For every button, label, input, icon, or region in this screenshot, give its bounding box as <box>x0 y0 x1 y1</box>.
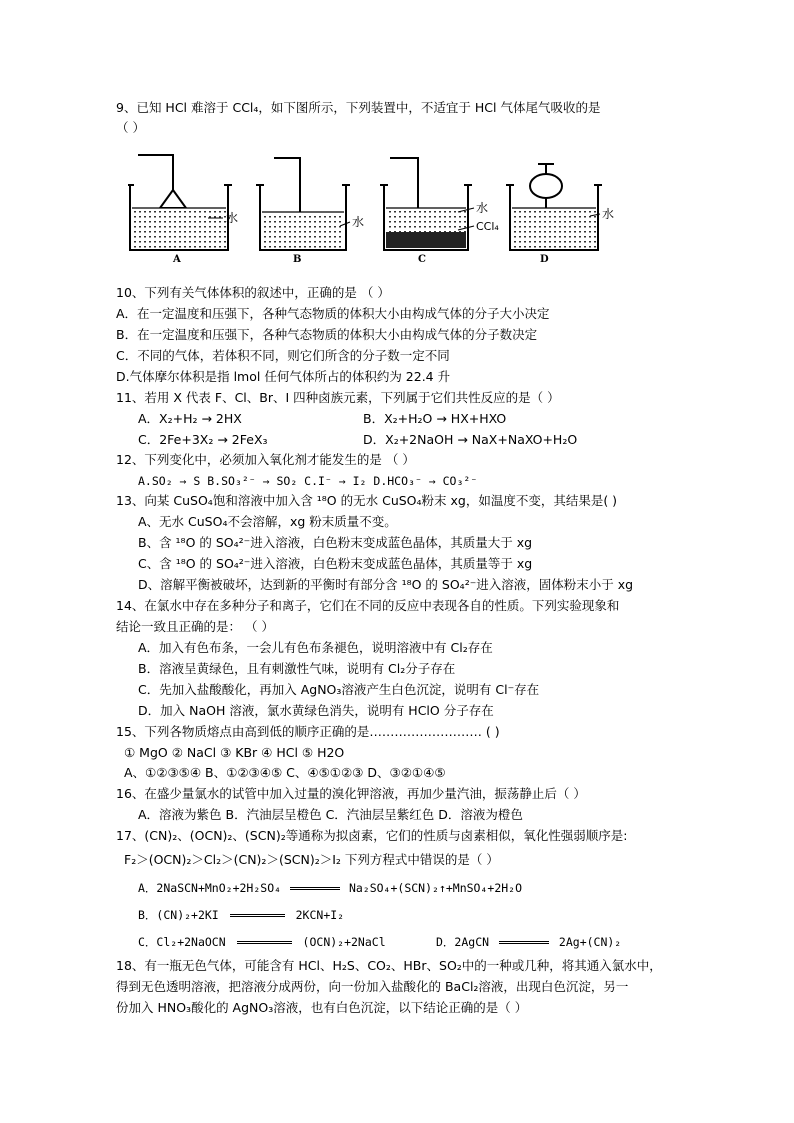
q11-option-b: B．X₂+H₂O → HX+HXO <box>363 411 507 426</box>
q18-line-3: 份加入 HNO₃酸化的 AgNO₃溶液，也有白色沉淀，以下结论正确的是（ ） <box>116 1000 528 1015</box>
label-water-d: 水 <box>602 207 615 221</box>
q10-option-b: B．在一定温度和压强下，各种气态物质的体积大小由构成气体的分子数决定 <box>116 327 538 342</box>
q15-options: A、①②③⑤④ B、①②③④⑤ C、④⑤①②③ D、③②①④⑤ <box>124 765 446 780</box>
q11-option-c: C．2Fe+3X₂ → 2FeX₃ <box>138 432 268 447</box>
q18-line-1: 18、有一瓶无色气体，可能含有 HCl、H₂S、CO₂、HBr、SO₂中的一种或几种，将其通入氯水中， <box>116 958 662 973</box>
q17-stem-2: F₂＞(OCN)₂＞Cl₂＞(CN)₂＞(SCN)₂＞I₂ 下列方程式中错误的是（ ） <box>124 852 499 867</box>
q10-option-c: C．不同的气体，若体积不同，则它们所含的分子数一定不同 <box>116 348 450 363</box>
q10-option-a: A．在一定温度和压强下，各种气态物质的体积大小由构成气体的分子大小决定 <box>116 306 550 321</box>
q15-items: ① MgO ② NaCl ③ KBr ④ HCl ⑤ H2O <box>124 745 345 760</box>
apparatus-figure <box>128 150 628 265</box>
q13-option-a: A、无水 CuSO₄不会溶解，xg 粉末质量不变。 <box>138 514 397 529</box>
q10-stem: 10、下列有关气体体积的叙述中，正确的是 （ ） <box>116 285 390 300</box>
label-water-a: 水 <box>226 211 239 225</box>
q13-stem: 13、向某 CuSO₄饱和溶液中加入含 ¹⁸O 的无水 CuSO₄粉末 xg，如温度不变，其结果是( ) <box>116 493 618 508</box>
label-water-c: 水 <box>476 201 489 215</box>
q13-option-c: C、含 ¹⁸O 的 SO₄²⁻进入溶液，白色粉末变成蓝色晶体，其质量等于 xg <box>138 556 533 571</box>
q13-option-b: B、含 ¹⁸O 的 SO₄²⁻进入溶液，白色粉末变成蓝色晶体，其质量大于 xg <box>138 535 533 550</box>
label-ccl4-c: CCl₄ <box>476 220 499 233</box>
fig-label-b: B <box>293 254 302 265</box>
q14-option-c: C．先加入盐酸酸化，再加入 AgNO₃溶液产生白色沉淀，说明有 Cl⁻存在 <box>138 682 540 697</box>
fig-label-d: D <box>540 254 549 265</box>
q13-option-d: D、溶解平衡被破坏，达到新的平衡时有部分含 ¹⁸O 的 SO₄²⁻进入溶液，固体粉末小于 xg <box>138 577 634 592</box>
q14-option-d: D．加入 NaOH 溶液，氯水黄绿色消失，说明有 HClO 分子存在 <box>138 703 494 718</box>
q11-option-d: D．X₂+2NaOH → NaX+NaXO+H₂O <box>363 432 578 447</box>
q15-stem: 15、下列各物质熔点由高到低的顺序正确的是……………………… ( ) <box>116 724 500 739</box>
q16-stem: 16、在盛少量氯水的试管中加入过量的溴化钾溶液，再加少量汽油，振荡静止后（ ） <box>116 786 586 801</box>
q12-stem: 12、下列变化中，必须加入氧化剂才能发生的是 （ ） <box>116 452 415 467</box>
fig-label-a: A <box>173 254 181 265</box>
q17-stem-1: 17、(CN)₂、(OCN)₂、(SCN)₂等通称为拟卤素，它们的性质与卤素相似，氧化性强弱顺序是: <box>116 828 628 843</box>
q12-options: A.SO₂ → S B.SO₃²⁻ → SO₂ C.I⁻ → I₂ D.HCO₃⁻ → CO₃²⁻ <box>138 474 478 488</box>
fig-label-c: C <box>418 254 426 265</box>
q14-option-a: A．加入有色布条，一会儿有色布条褪色，说明溶液中有 Cl₂存在 <box>138 640 493 655</box>
q17-option-c: C．Cl₂+2NaOCN (OCN)₂+2NaCl <box>138 935 386 949</box>
q14-stem-1: 14、在氯水中存在多种分子和离子，它们在不同的反应中表现各自的性质。下列实验现象和 <box>116 598 620 613</box>
q11-stem: 11、若用 X 代表 F、Cl、Br、I 四种卤族元素，下列属于它们共性反应的是（ ） <box>116 390 560 405</box>
q9-paren: （ ） <box>116 120 145 135</box>
q11-option-a: A．X₂+H₂ → 2HX <box>138 411 242 426</box>
label-water-b: 水 <box>352 215 365 229</box>
q17-option-d: D．2AgCN 2Ag+(CN)₂ <box>436 935 622 949</box>
q10-option-d: D.气体摩尔体积是指 lmol 任何气体所占的体积约为 22.4 升 <box>116 369 451 384</box>
q14-stem-2: 结论一致且正确的是： （ ） <box>116 619 274 634</box>
q18-line-2: 得到无色透明溶液，把溶液分成两份，向一份加入盐酸化的 BaCl₂溶液，出现白色沉淀，另一 <box>116 979 629 994</box>
q14-option-b: B．溶液呈黄绿色，且有刺激性气味，说明有 Cl₂分子存在 <box>138 661 456 676</box>
q16-options: A．溶液为紫色 B．汽油层呈橙色 C．汽油层呈紫红色 D．溶液为橙色 <box>138 807 523 822</box>
q17-option-a: A．2NaSCN+MnO₂+2H₂SO₄ Na₂SO₄+(SCN)₂↑+MnSO₄+2H₂O <box>138 881 523 895</box>
q17-option-b: B．(CN)₂+2KI 2KCN+I₂ <box>138 908 345 922</box>
q9-stem: 9、已知 HCl 难溶于 CCl₄，如下图所示，下列装置中，不适宜于 HCl 气体尾气吸收的是 <box>116 100 601 115</box>
